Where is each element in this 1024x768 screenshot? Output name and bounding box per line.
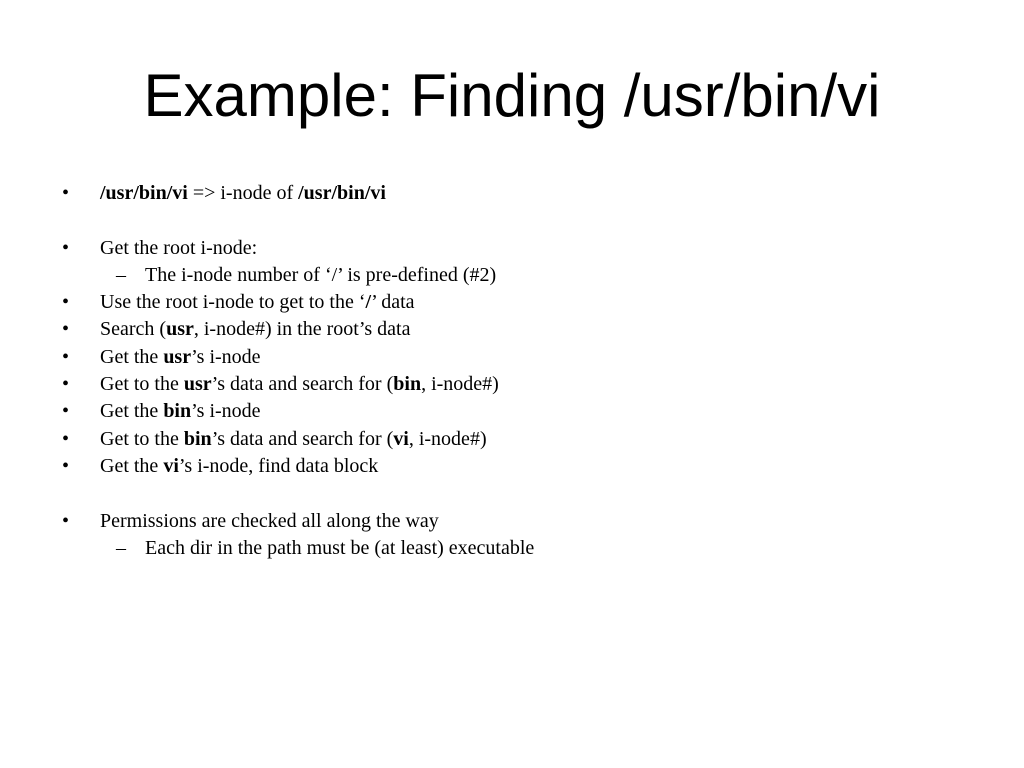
bullet-item bbox=[0, 289, 1024, 316]
sub-bullet-text: The i-node number of ‘/’ is pre-defined (#2) bbox=[145, 263, 497, 286]
bullet-item bbox=[0, 508, 1024, 535]
bullet-marker: • bbox=[62, 345, 70, 368]
bullet-item bbox=[0, 344, 1024, 371]
text-segment: , i-node#) in the root’s data bbox=[193, 318, 411, 341]
bold-term: usr bbox=[166, 318, 194, 341]
bullet-text bbox=[100, 426, 487, 453]
sub-bullet-marker: – bbox=[116, 536, 126, 559]
bullet-marker: • bbox=[62, 236, 70, 259]
bullet-text bbox=[100, 316, 411, 343]
text-segment: ’s data and search for ( bbox=[211, 373, 394, 396]
bold-term: bin bbox=[163, 400, 192, 423]
bullet-text: Permissions are checked all along the way bbox=[100, 509, 439, 532]
bullet-marker: • bbox=[62, 318, 70, 341]
bullet-marker: • bbox=[62, 509, 70, 532]
bullet-text bbox=[100, 344, 261, 371]
bullet-text bbox=[100, 180, 386, 207]
bold-term: vi bbox=[393, 427, 409, 450]
bullet-marker: • bbox=[62, 373, 70, 396]
sub-bullet-marker: – bbox=[116, 263, 126, 286]
bullet-item bbox=[0, 426, 1024, 453]
text-segment: Get to the bbox=[100, 373, 184, 396]
text-segment: Get the bbox=[100, 454, 164, 477]
text-segment: Search ( bbox=[100, 318, 167, 341]
bullet-item bbox=[0, 453, 1024, 480]
bullet-item bbox=[0, 180, 1024, 207]
text-segment: ’ data bbox=[371, 291, 415, 314]
text-segment: ’s data and search for ( bbox=[211, 427, 394, 450]
bullet-item bbox=[0, 316, 1024, 343]
spacer bbox=[0, 480, 1024, 507]
text-segment: Get the bbox=[100, 345, 164, 368]
bullet-marker: • bbox=[62, 182, 70, 204]
sub-bullet-item bbox=[0, 535, 1024, 562]
path-text: /usr/bin/vi bbox=[100, 182, 188, 204]
text-segment: , i-node#) bbox=[408, 427, 487, 450]
spacer bbox=[0, 207, 1024, 234]
bold-term: usr bbox=[183, 373, 212, 396]
bullet-marker: • bbox=[62, 427, 70, 450]
bold-term: / bbox=[365, 291, 372, 314]
sub-bullet-text: Each dir in the path must be (at least) executable bbox=[145, 536, 535, 559]
bold-term: vi bbox=[163, 454, 179, 477]
text-segment: Get the bbox=[100, 400, 164, 423]
text-segment: ’s i-node bbox=[191, 400, 261, 423]
bullet-text bbox=[100, 289, 415, 316]
bullet-text bbox=[100, 398, 261, 425]
text-segment: ’s i-node, find data block bbox=[178, 454, 379, 477]
text-segment: Get to the bbox=[100, 427, 184, 450]
bullet-list bbox=[0, 180, 1024, 562]
bullet-item bbox=[0, 398, 1024, 425]
slide-title: Example: Finding /usr/bin/vi bbox=[143, 62, 881, 129]
text-segment: => i-node of bbox=[187, 182, 299, 204]
bold-term: bin bbox=[183, 427, 212, 450]
sub-bullet-item bbox=[0, 262, 1024, 289]
bold-term: usr bbox=[163, 345, 192, 368]
bullet-marker: • bbox=[62, 400, 70, 423]
bullet-text: Get the root i-node: bbox=[100, 236, 258, 259]
text-segment: , i-node#) bbox=[421, 373, 499, 396]
path-text: /usr/bin/vi bbox=[298, 182, 386, 204]
bold-term: bin bbox=[393, 373, 422, 396]
bullet-text bbox=[100, 453, 378, 480]
bullet-marker: • bbox=[62, 291, 70, 314]
bullet-marker: • bbox=[62, 454, 70, 477]
bullet-item bbox=[0, 371, 1024, 398]
bullet-text bbox=[100, 371, 499, 398]
bullet-item bbox=[0, 235, 1024, 262]
text-segment: ’s i-node bbox=[191, 345, 261, 368]
text-segment: Use the root i-node to get to the ‘ bbox=[100, 291, 366, 314]
